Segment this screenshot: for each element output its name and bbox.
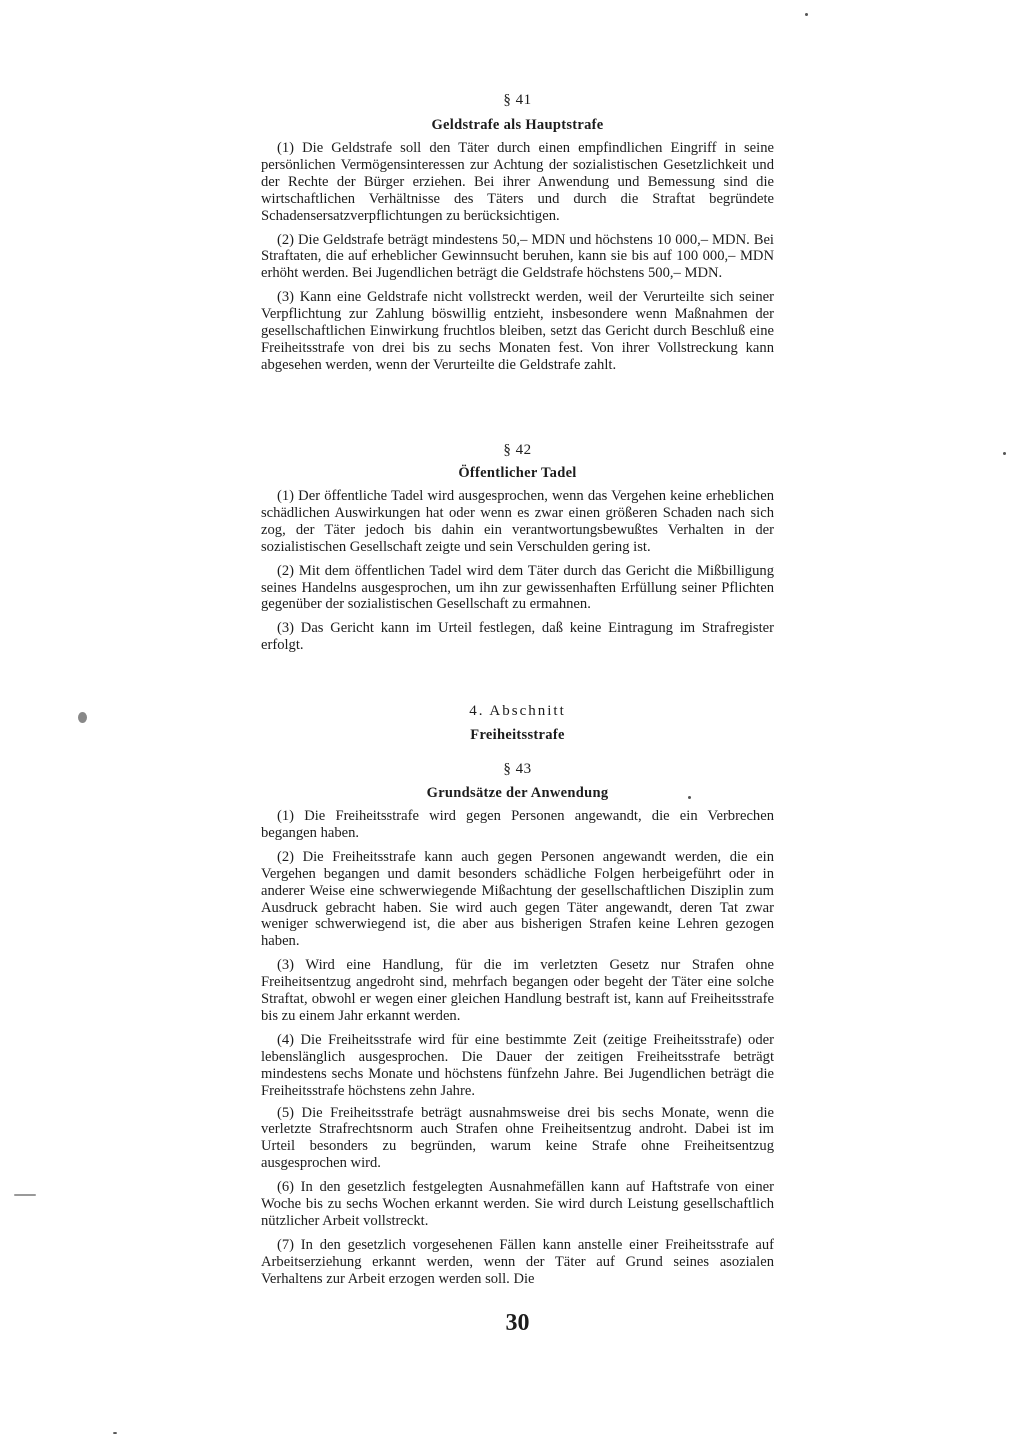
page-number: 30: [505, 1310, 530, 1336]
paragraph-43-5: (5) Die Freiheitsstrafe beträgt ausnahmsweise drei bis sechs Monate, wenn die verletzte Strafrechtsnorm auch Strafen ohne Freiheitsentzug androht. Dabei ist im Urteil besonders zu begründen, warum keine Strafe ohne Freiheitsentzug ausgesprochen wird.: [261, 1104, 774, 1172]
paragraph-43-4: (4) Die Freiheitsstrafe wird für eine bestimmte Zeit (zeitige Freiheitsstrafe) oder lebenslänglich ausgesprochen. Die Dauer der zeitigen Freiheitsstrafe beträgt mindestens sechs Monate und höchstens fünfzehn Jahre. Bei Jugendlichen beträgt die Freiheitsstrafe höchstens zehn Jahre.: [261, 1031, 774, 1099]
paragraph-43-7: (7) In den gesetzlich vorgesehenen Fällen kann anstelle einer Freiheitsstrafe auf Arbeitserziehung erkannt werden, wenn der Täter auf Grund seines asozialen Verhaltens zur Arbeit erzogen werden soll. Die: [261, 1236, 774, 1287]
section-body-43: [261, 808, 774, 1288]
paragraph-42-1: (1) Der öffentliche Tadel wird ausgesprochen, wenn das Vergehen keine erheblichen schädlichen Auswirkungen hat oder wenn es zwar einen größeren Schaden nach sich zog, der Täter jedoch bis dahin ein verantwortungsbewußtes Verhalten in der sozialistischen Gesellschaft zeigte und sein Verschulden gering ist.: [261, 488, 774, 555]
section-number-42: § 42: [503, 442, 532, 458]
section-heading-43: Grundsätze der Anwendung: [426, 785, 609, 801]
chapter-title: Freiheitsstrafe: [470, 727, 565, 743]
paragraph-42-2: (2) Mit dem öffentlichen Tadel wird dem Täter durch das Gericht die Mißbilligung seines Handelns ausgesprochen, um ihn zur gewissenhaften Erfüllung seiner Pflichten gegenüber der sozialistischen Gesellschaft zu ermahnen.: [261, 562, 774, 613]
section-heading-41: Geldstrafe als Hauptstrafe: [431, 117, 604, 133]
scan-speck: [688, 796, 691, 799]
scan-speck: [113, 1432, 117, 1434]
scan-speck: [78, 712, 87, 723]
section-body-42: [261, 488, 774, 654]
scan-speck: [1003, 452, 1006, 455]
paragraph-43-2: (2) Die Freiheitsstrafe kann auch gegen Personen angewandt werden, die ein Vergehen begangen und damit besonders schädliche Folgen herbeigeführt oder in anderer Weise eine schwerwiegende Mißachtung der gesellschaftlichen Disziplin zum Ausdruck gebracht haben. Sie wird auch gegen Täter angewandt, deren Tat zwar weniger schwerwiegend ist, die aber aus bisherigen Strafen keine Lehren gezogen haben.: [261, 848, 774, 950]
section-number-41: § 41: [503, 92, 532, 108]
section-number-43: § 43: [503, 761, 532, 777]
paragraph-41-1: (1) Die Geldstrafe soll den Täter durch einen empfindlichen Eingriff in seine persönlichen Vermögensinteressen zur Achtung der sozialistischen Gesetzlichkeit und der Rechte der Bürger erziehen. Bei ihrer Anwendung und Bemessung sind die wirtschaftlichen Verhältnisse des Täters und durch die Straftat begründete Schadensersatzverpflichtungen zu berücksichtigen.: [261, 140, 774, 224]
chapter-label: 4. Abschnitt: [469, 703, 566, 719]
section-heading-42: Öffentlicher Tadel: [458, 465, 577, 481]
section-body-41: [261, 140, 774, 374]
paragraph-43-1: (1) Die Freiheitsstrafe wird gegen Personen angewandt, die ein Verbrechen begangen haben.: [261, 808, 774, 841]
paragraph-42-3: (3) Das Gericht kann im Urteil festlegen, daß keine Eintragung im Strafregister erfolgt.: [261, 620, 774, 654]
paragraph-43-6: (6) In den gesetzlich festgelegten Ausnahmefällen kann auf Haftstrafe von einer Woche bis zu sechs Wochen erkannt werden. Sie wird durch Leistung gesellschaftlich nützlicher Arbeit vollstreckt.: [261, 1179, 774, 1229]
paragraph-41-3: (3) Kann eine Geldstrafe nicht vollstreckt werden, weil der Verurteilte sich seiner Verpflichtung zur Zahlung böswillig entzieht, insbesondere wenn Maßnahmen der gesellschaftlichen Einwirkung fruchtlos bleiben, setzt das Gericht durch Beschluß eine Freiheitsstrafe von drei bis zu sechs Monaten fest. Von ihrer Vollstreckung kann abgesehen werden, wenn der Verurteilte die Geldstrafe zahlt.: [261, 289, 774, 373]
scan-speck: [14, 1194, 36, 1196]
scan-speck: [805, 13, 808, 16]
paragraph-41-2: (2) Die Geldstrafe beträgt mindestens 50,– MDN und höchstens 10 000,– MDN. Bei Straftaten, die auf erheblicher Gewinnsucht beruhen, kann sie bis auf 100 000,– MDN erhöht werden. Bei Jugendlichen beträgt die Geldstrafe höchstens 500,– MDN.: [261, 231, 774, 282]
paragraph-43-3: (3) Wird eine Handlung, für die im verletzten Gesetz nur Strafen ohne Freiheitsentzug angedroht sind, mehrfach begangen oder begeht der Täter eine solche Straftat, obwohl er wegen einer gleichen Handlung bestraft ist, kann auf Freiheitsstrafe bis zu einem Jahr erkannt werden.: [261, 957, 774, 1024]
